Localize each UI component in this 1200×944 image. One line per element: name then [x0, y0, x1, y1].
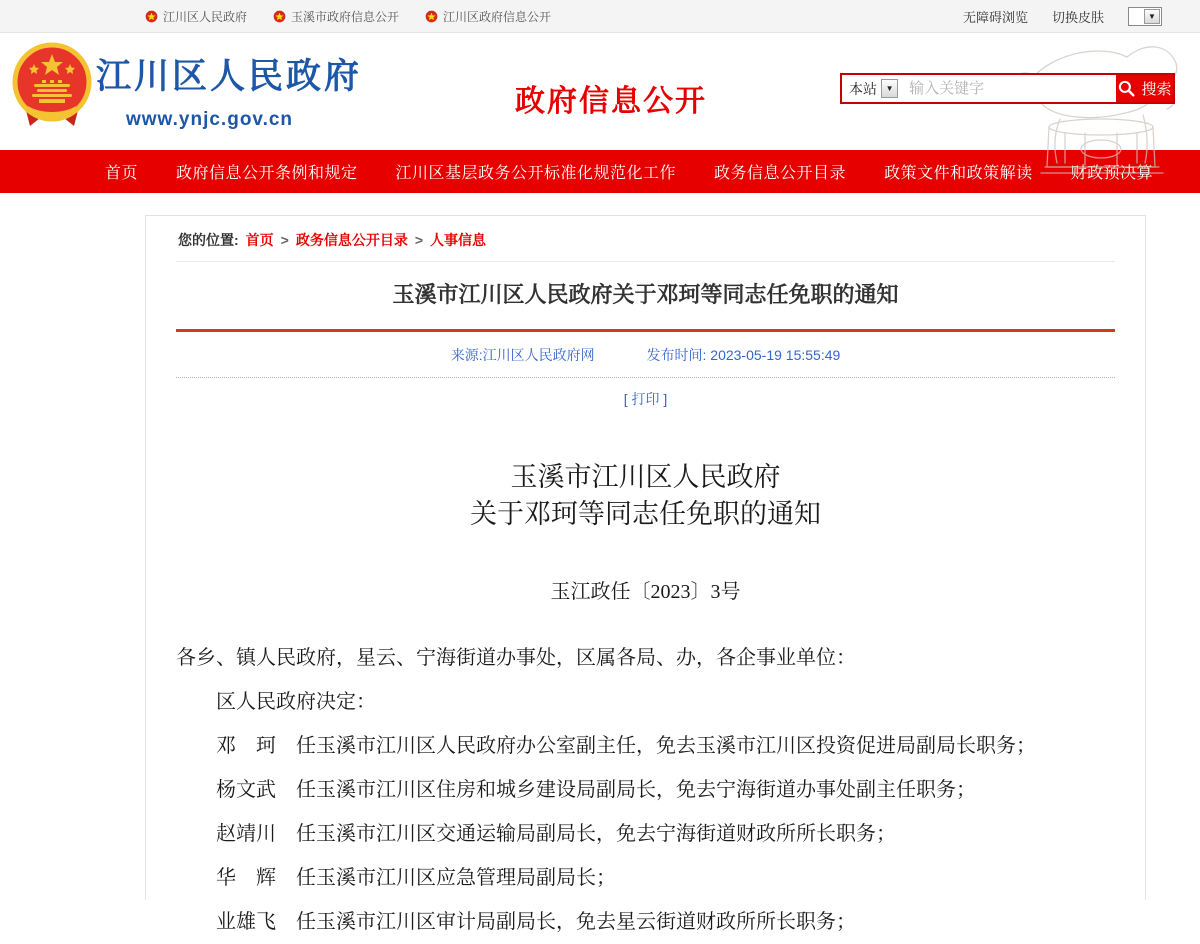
- breadcrumb-prefix: 您的位置:: [178, 232, 239, 248]
- national-emblem-icon: [425, 10, 438, 23]
- article-title: 玉溪市江川区人民政府关于邓珂等同志任免职的通知: [392, 282, 899, 307]
- breadcrumb-separator: >: [414, 232, 424, 248]
- document-paragraph: 杨文武 任玉溪市江川区住房和城乡建设局副局长，免去宁海街道办事处副主任职务；: [216, 779, 976, 801]
- brand-block[interactable]: [96, 49, 362, 131]
- site-logo[interactable]: [12, 40, 92, 132]
- skin-select[interactable]: [1128, 7, 1162, 26]
- search-input[interactable]: [901, 75, 1116, 102]
- skin-switch-label: 切换皮肤: [1051, 9, 1104, 25]
- article-meta: [176, 345, 1115, 365]
- nav-item-regulations[interactable]: 政府信息公开条例和规定: [176, 165, 358, 182]
- document-paragraph: 赵靖川 任玉溪市江川区交通运输局副局长，免去宁海街道财政所所长职务；: [216, 823, 896, 845]
- print-row: [176, 389, 1115, 409]
- nav-item-policy-docs[interactable]: 政策文件和政策解读: [884, 165, 1033, 182]
- nav-item-home[interactable]: 首页: [105, 165, 139, 182]
- link-jiangchuan-gov-info[interactable]: [425, 8, 551, 25]
- site-url: www.ynjc.gov.cn: [126, 109, 294, 130]
- nav-item-budget[interactable]: 财政预决算: [1070, 165, 1154, 182]
- national-emblem-icon: [145, 10, 158, 23]
- search-scope-select[interactable]: [842, 75, 901, 102]
- content-area: [0, 215, 1200, 933]
- breadcrumb: [176, 216, 1115, 262]
- search-bar: [840, 73, 1175, 104]
- search-scope-value: 本站: [849, 80, 877, 97]
- nav-item-standardization[interactable]: 江川区基层政务公开标准化规范化工作: [395, 165, 677, 182]
- section-title: 政府信息公开: [515, 85, 707, 118]
- related-site-links: [145, 8, 551, 25]
- document-paragraph: 各乡、镇人民政府，星云、宁海街道办事处，区属各局、办，各企事业单位：: [176, 647, 856, 669]
- search-button[interactable]: [1116, 75, 1173, 102]
- national-emblem-logo: [12, 40, 92, 132]
- document-paragraph: 业雄飞 任玉溪市江川区审计局副局长，免去星云街道财政所所长职务；: [216, 911, 856, 933]
- print-button[interactable]: [ 打印 ]: [623, 391, 668, 407]
- publish-time-label: 发布时间:: [646, 347, 707, 363]
- top-utility-bar: [0, 0, 1200, 33]
- publish-time-value: 2023-05-19 15:55:49: [710, 347, 841, 363]
- link-label: 玉溪市政府信息公开: [291, 9, 400, 24]
- official-document: [176, 459, 1115, 944]
- nav-item-info-directory[interactable]: 政务信息公开目录: [714, 165, 847, 182]
- document-paragraph: 区人民政府决定：: [216, 691, 376, 713]
- national-emblem-icon: [273, 10, 286, 23]
- link-yuxi-gov-info[interactable]: [273, 8, 399, 25]
- search-button-label: 搜索: [1141, 81, 1172, 98]
- site-name: 江川区人民政府: [96, 57, 363, 96]
- bronze-artifact-sketch: [1005, 35, 1200, 195]
- chevron-down-icon[interactable]: ▼: [1144, 9, 1160, 24]
- site-header: [0, 33, 1200, 150]
- document-heading-line2: 关于邓珂等同志任免职的通知: [470, 499, 821, 529]
- document-body: [176, 636, 1115, 944]
- topbar-controls: [963, 7, 1162, 26]
- link-jiangchuan-gov[interactable]: [145, 8, 247, 25]
- document-number: 玉江政任〔2023〕3号: [550, 581, 741, 603]
- chevron-down-icon[interactable]: ▼: [881, 79, 898, 98]
- dotted-divider: [176, 377, 1115, 378]
- document-paragraph: 邓 珂 任玉溪市江川区人民政府办公室副主任，免去玉溪市江川区投资促进局副局长职务；: [216, 735, 1036, 757]
- link-label: 江川区政府信息公开: [443, 9, 552, 24]
- breadcrumb-personnel[interactable]: 人事信息: [430, 232, 487, 248]
- document-paragraph: 华 辉 任玉溪市江川区应急管理局副局长；: [216, 867, 616, 889]
- article-panel: [145, 215, 1146, 933]
- document-heading: [176, 459, 1115, 533]
- link-label: 江川区人民政府: [163, 9, 248, 24]
- search-icon: [1118, 80, 1135, 97]
- title-underline: [176, 329, 1115, 332]
- document-heading-line1: 玉溪市江川区人民政府: [510, 462, 781, 492]
- accessibility-link[interactable]: 无障碍浏览: [962, 9, 1028, 25]
- breadcrumb-separator: >: [280, 232, 289, 248]
- breadcrumb-directory[interactable]: 政务信息公开目录: [295, 232, 408, 248]
- breadcrumb-home[interactable]: 首页: [245, 232, 274, 248]
- article-source: 来源:江川区人民政府网: [450, 347, 595, 363]
